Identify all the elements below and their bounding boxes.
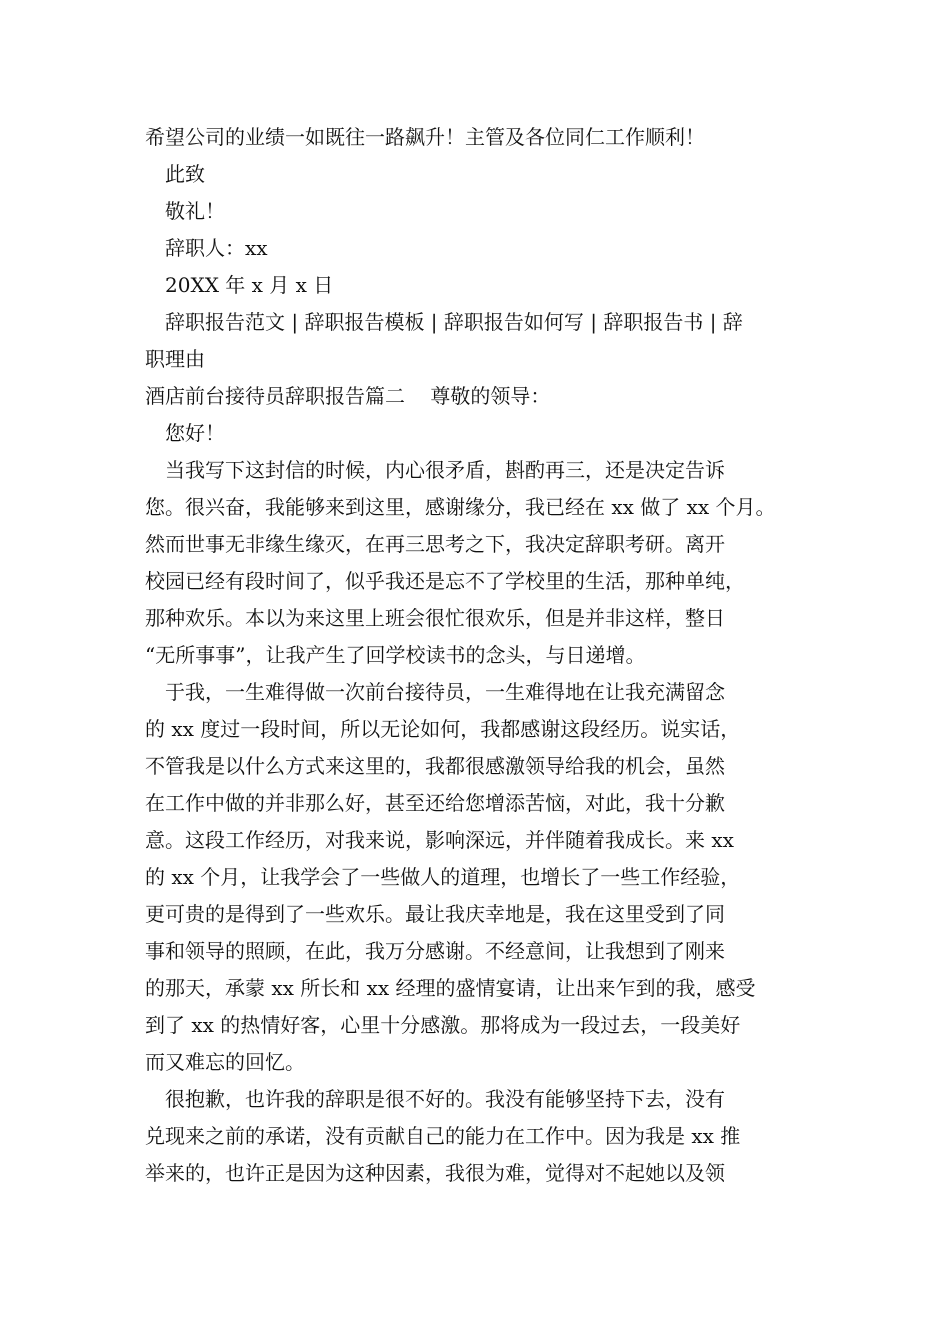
paragraph-3 xyxy=(145,1081,825,1192)
salutation-ci-zhi: 此致 xyxy=(165,162,205,186)
paragraph-line: 的 xx 个月，让我学会了一些做人的道理，也增长了一些工作经验， xyxy=(145,865,741,889)
paragraph-line: 意。这段工作经历，对我来说，影响深远，并伴随着我成长。来 xx xyxy=(145,828,734,852)
paragraph-line: 那种欢乐。本以为来这里上班会很忙很欢乐，但是并非这样，整日 xyxy=(145,606,725,630)
date-line: 20XX 年 x 月 x 日 xyxy=(165,273,334,297)
paragraph-line: 更可贵的是得到了一些欢乐。最让我庆幸地是，我在这里受到了同 xyxy=(145,902,725,926)
related-links-line-1: 辞职报告范文 | 辞职报告模板 | 辞职报告如何写 | 辞职报告书 | 辞 xyxy=(165,310,743,334)
paragraph-line: 的 xx 度过一段时间，所以无论如何，我都感谢这段经历。说实话， xyxy=(145,717,741,741)
paragraph-line: 的那天，承蒙 xx 所长和 xx 经理的盛情宴请，让出来乍到的我，感受 xyxy=(145,976,756,1000)
paragraph-line: 举来的，也许正是因为这种因素，我很为难，觉得对不起她以及领 xyxy=(145,1161,725,1185)
greeting: 您好！ xyxy=(165,421,225,445)
paragraph-line: 然而世事无非缘生缘灭，在再三思考之下，我决定辞职考研。离开 xyxy=(145,532,725,556)
paragraph-line: 您。很兴奋，我能够来到这里，感谢缘分，我已经在 xx 做了 xx 个月。 xyxy=(145,495,776,519)
paragraph-2 xyxy=(145,674,825,1081)
related-links-line-2: 职理由 xyxy=(145,347,205,371)
paragraph-line: 在工作中做的并非那么好，甚至还给您增添苦恼，对此，我十分歉 xyxy=(145,791,725,815)
paragraph-line: 兑现来之前的承诺，没有贡献自己的能力在工作中。因为我是 xx 推 xyxy=(145,1124,741,1148)
paragraph-line: 很抱歉，也许我的辞职是很不好的。我没有能够坚持下去，没有 xyxy=(165,1087,725,1111)
paragraph-line: 校园已经有段时间了，似乎我还是忘不了学校里的生活，那种单纯， xyxy=(145,569,745,593)
paragraph-line: 事和领导的照顾，在此，我万分感谢。不经意间，让我想到了刚来 xyxy=(145,939,725,963)
paragraph-line: 不管我是以什么方式来这里的，我都很感激领导给我的机会，虽然 xyxy=(145,754,725,778)
document-page xyxy=(145,119,825,1192)
section-heading: 酒店前台接待员辞职报告篇二 尊敬的领导： xyxy=(145,384,551,408)
paragraph-line: 而又难忘的回忆。 xyxy=(145,1050,305,1074)
paragraph-line: 到了 xx 的热情好客，心里十分感激。那将成为一段过去，一段美好 xyxy=(145,1013,741,1037)
paragraph-line: 当我写下这封信的时候，内心很矛盾，斟酌再三，还是决定告诉 xyxy=(165,458,725,482)
paragraph-line: 于我，一生难得做一次前台接待员，一生难得地在让我充满留念 xyxy=(165,680,725,704)
salutation-jing-li: 敬礼！ xyxy=(165,199,225,223)
paragraph-1 xyxy=(145,452,825,674)
closing-wish: 希望公司的业绩一如既往一路飙升！主管及各位同仁工作顺利！ xyxy=(145,125,705,149)
signer-line: 辞职人：xx xyxy=(165,236,268,260)
paragraph-line: “无所事事”，让我产生了回学校读书的念头，与日递增。 xyxy=(145,643,646,667)
